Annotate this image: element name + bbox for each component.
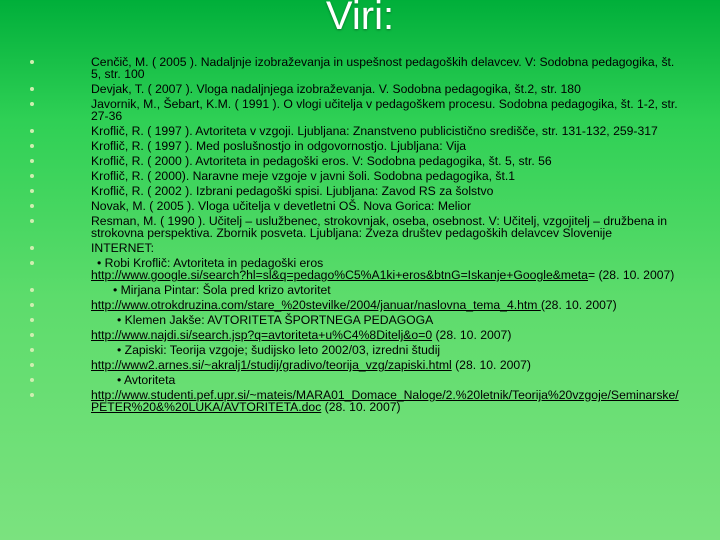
bullet-icon [30, 393, 34, 397]
list-item [0, 200, 720, 212]
reference-text: Novak, M. ( 2005 ). Vloga učitelja v devetletni OŠ. Nova Gorica: Melior [91, 199, 472, 213]
list-item [0, 269, 720, 281]
page-title: Viri: [325, 0, 395, 38]
reference-text: Resman, M. ( 1990 ). Učitelj – uslužbenec, strokovnjak, oseba, osebnost. V: Učitelj, vzgojitelj – družbena in strokovna perspektiva. Zbornik posveta. Ljubljana: Zveza društev pedagoških delavcev Slovenije [91, 214, 668, 240]
list-item [0, 56, 720, 80]
access-date: = (28. 10. 2007) [587, 268, 675, 282]
list-item [0, 329, 720, 341]
source-entry [91, 358, 531, 372]
bullet-icon [30, 204, 34, 208]
source-link[interactable]: http://www.otrokdruzina.com/stare_%20stevilke/2004/januar/naslovna_tema_4.htm [91, 298, 541, 312]
access-date: (28. 10. 2007) [540, 298, 617, 312]
list-item [0, 284, 720, 296]
access-date: (28. 10. 2007) [321, 400, 401, 414]
source-link[interactable]: http://www.google.si/search?hl=sl&q=pedago%C5%A1ki+eros&btnG=Iskanje+Google&meta [91, 268, 588, 282]
list-item [0, 98, 720, 122]
source-title: • Avtoriteta [117, 373, 176, 387]
list-item [0, 155, 720, 167]
list-item [0, 374, 720, 386]
list-item [0, 389, 720, 413]
bullet-icon [30, 303, 34, 307]
source-title: • Robi Kroflič: Avtoriteta in pedagoški eros [97, 256, 324, 270]
source-link[interactable]: http://www.studenti.pef.upr.si/~mateis/MARA01_Domace_Naloge/2.%20letnik/Teorija%20vzgoje/Seminarske/PETER%20&%20LUKA/AVTORITETA.doc [91, 388, 679, 414]
bullet-icon [30, 288, 34, 292]
reference-text: Kroflič, R. ( 2000 ). Avtoriteta in pedagoški eros. V: Sodobna pedagogika, št. 5, str. 56 [91, 154, 552, 168]
reference-text: Kroflič, R. ( 2002 ). Izbrani pedagoški spisi. Ljubljana: Zavod RS za šolstvo [91, 184, 494, 198]
reference-text: Kroflič, R. ( 1997 ). Med poslušnostjo in odgovornostjo. Ljubljana: Vija [91, 139, 467, 153]
source-title: • Zapiski: Teorija vzgoje; šudijsko leto 2002/03, izredni študij [117, 343, 441, 357]
source-entry [91, 268, 674, 282]
bullet-icon [30, 318, 34, 322]
bullet-icon [30, 87, 34, 91]
bullet-icon [30, 102, 34, 106]
bullet-icon [30, 189, 34, 193]
bullet-icon [30, 261, 34, 265]
reference-text: Kroflič, R. ( 1997 ). Avtoriteta v vzgoji. Ljubljana: Znanstveno publicistično središče, str. 131-132, 259-317 [91, 124, 658, 138]
list-item [0, 185, 720, 197]
source-entry [91, 298, 617, 312]
list-item [0, 344, 720, 356]
list-item [0, 299, 720, 311]
source-link[interactable]: http://www2.arnes.si/~akralj1/studij/gradivo/teorija_vzg/zapiski.html [91, 358, 452, 372]
bullet-icon [30, 333, 34, 337]
bullet-icon [30, 60, 34, 64]
internet-heading: INTERNET: [91, 241, 154, 255]
bullet-icon [30, 378, 34, 382]
bullet-icon [30, 219, 34, 223]
list-item [0, 242, 720, 254]
list-item [0, 170, 720, 182]
list-item [0, 140, 720, 152]
source-link[interactable]: http://www.najdi.si/search.jsp?q=avtoriteta+u%C4%8Ditelj&o=0 [91, 328, 433, 342]
list-item [0, 125, 720, 137]
bullet-icon [30, 363, 34, 367]
bullet-icon [30, 129, 34, 133]
bullet-icon [30, 174, 34, 178]
list-item [0, 314, 720, 326]
source-entry [91, 388, 679, 414]
source-title: • Mirjana Pintar: Šola pred krizo avtoritet [113, 283, 331, 297]
list-item [0, 83, 720, 95]
list-item [0, 215, 720, 239]
list-item [0, 359, 720, 371]
reference-text: Devjak, T. ( 2007 ). Vloga nadaljnjega izobraževanja. V. Sodobna pedagogika, št.2, str. 180 [91, 82, 581, 96]
access-date: (28. 10. 2007) [432, 328, 512, 342]
source-entry [91, 328, 511, 342]
reference-text: Javornik, M., Šebart, K.M. ( 1991 ). O vlogi učitelja v pedagoškem procesu. Sodobna pedagogika, št. 1-2, str. 27-36 [91, 97, 678, 123]
reference-text: Cenčič, M. ( 2005 ). Nadaljnje izobraževanja in uspešnost pedagoških delavcev. V: Sodobna pedagogika, št. 5, str. 100 [91, 55, 675, 81]
bullet-icon [30, 144, 34, 148]
access-date: (28. 10. 2007) [451, 358, 531, 372]
source-title: • Klemen Jakše: AVTORITETA ŠPORTNEGA PEDAGOGA [117, 313, 434, 327]
bullet-icon [30, 348, 34, 352]
bullet-icon [30, 159, 34, 163]
bullet-icon [30, 246, 34, 250]
reference-text: Kroflič, R. ( 2000). Naravne meje vzgoje v javni šoli. Sodobna pedagogika, št.1 [91, 169, 516, 183]
references-list [0, 56, 720, 413]
